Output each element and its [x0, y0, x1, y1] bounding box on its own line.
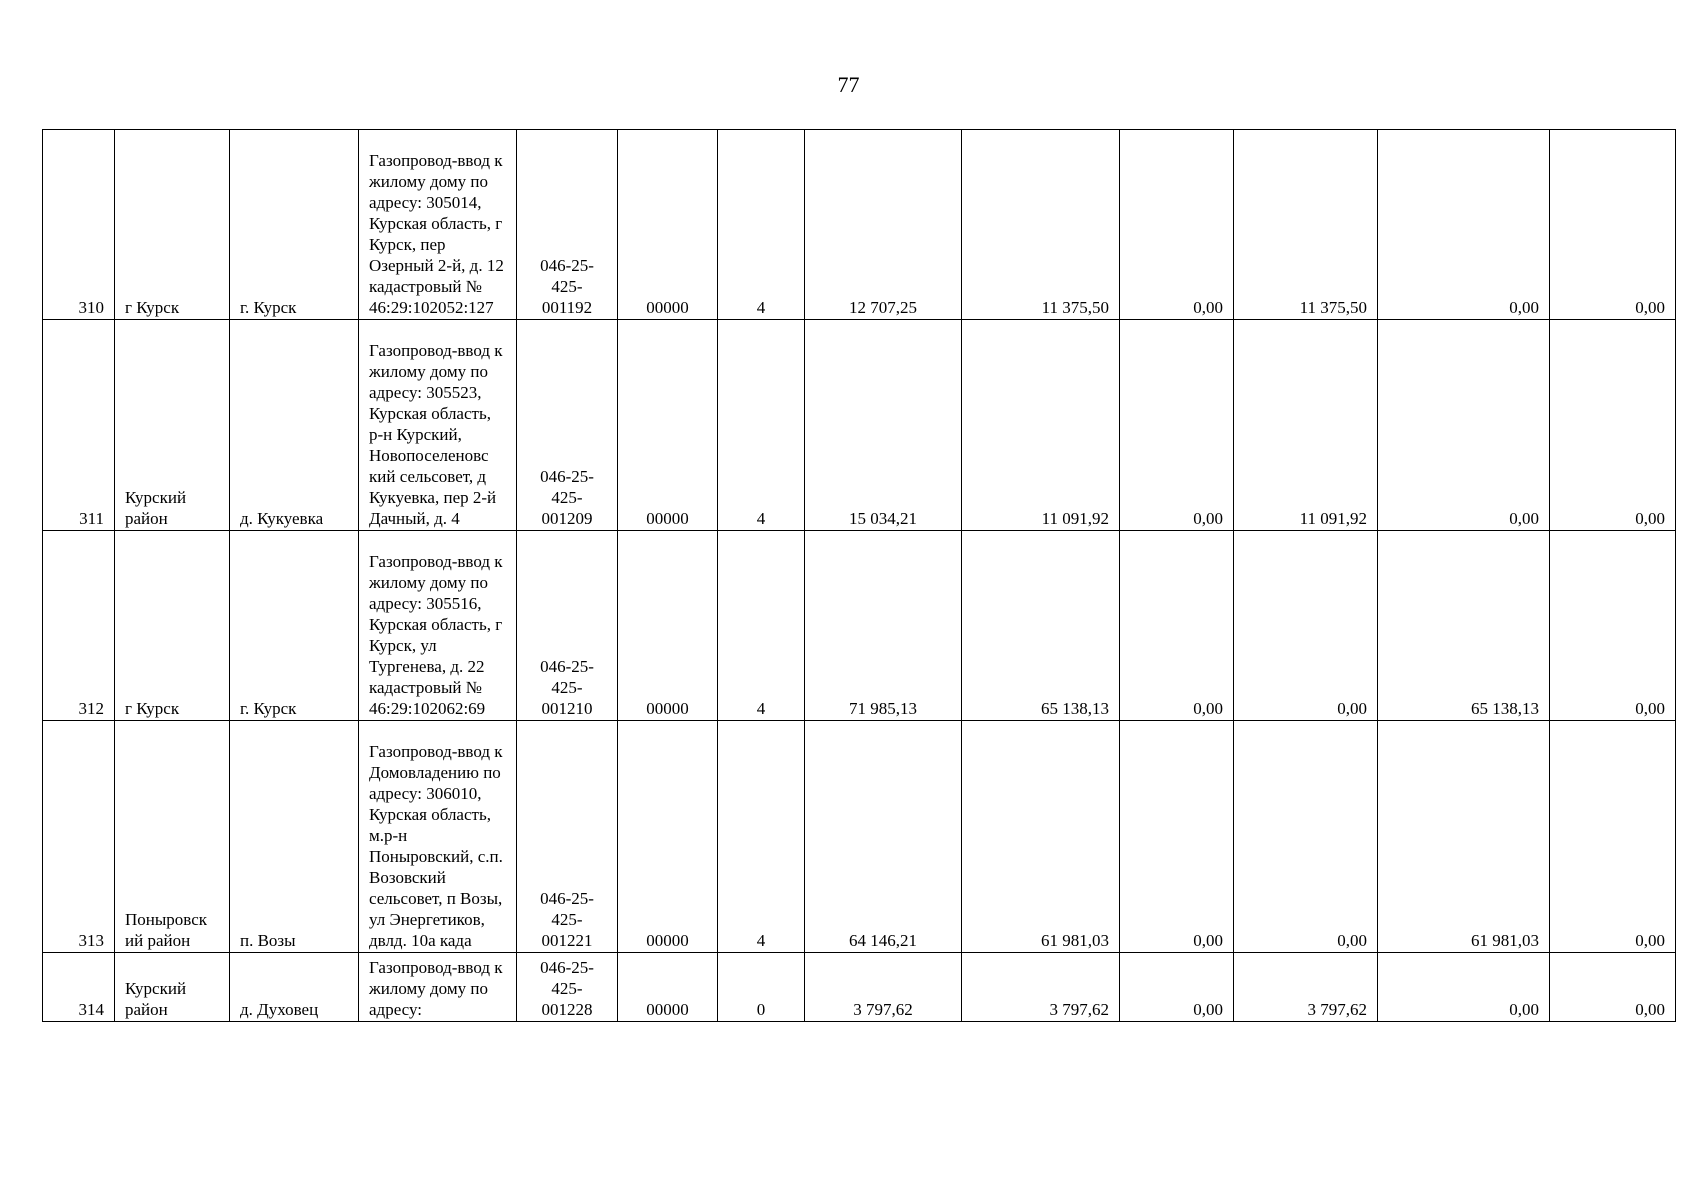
- code-part: 425-: [551, 488, 583, 507]
- value-cell-3: 0,00: [1120, 320, 1234, 531]
- value-cell-2: 61 981,03: [962, 721, 1120, 953]
- value-cell-3: 0,00: [1120, 130, 1234, 320]
- code-part: 001228: [541, 1000, 593, 1019]
- value-cell-3: 0,00: [1120, 531, 1234, 721]
- settlement-cell: п. Возы: [230, 721, 359, 953]
- code-part: 001192: [541, 298, 593, 317]
- code-part: 001221: [541, 931, 593, 950]
- value-cell-6: 0,00: [1550, 721, 1676, 953]
- row-number: 313: [43, 721, 115, 953]
- description-cell: Газопровод-ввод к Домовладению по адресу: 306010, Курская область, м.р-н Поныровский, с.п. Возовский сельсовет, п Возы, ул Энергетиков, двлд. 10а када: [359, 721, 517, 953]
- district-cell: Курский район: [115, 953, 230, 1022]
- value-cell-6: 0,00: [1550, 130, 1676, 320]
- table-row: [43, 721, 1676, 953]
- code-part: 425-: [551, 277, 583, 296]
- value-cell-1: 71 985,13: [805, 531, 962, 721]
- district-cell: г Курск: [115, 531, 230, 721]
- settlement-cell: г. Курск: [230, 531, 359, 721]
- okved-cell: 00000: [618, 953, 718, 1022]
- value-cell-2: 65 138,13: [962, 531, 1120, 721]
- okved-cell: 00000: [618, 320, 718, 531]
- value-cell-6: 0,00: [1550, 953, 1676, 1022]
- description-cell: Газопровод-ввод к жилому дому по адресу: 305523, Курская область, р-н Курский, Новопоселеновс кий сельсовет, д Кукуевка, пер 2-й Дачный, д. 4: [359, 320, 517, 531]
- category-cell: 4: [718, 531, 805, 721]
- value-cell-2: 11 091,92: [962, 320, 1120, 531]
- code-part: 046-25-: [540, 467, 594, 486]
- value-cell-1: 64 146,21: [805, 721, 962, 953]
- table-row: [43, 320, 1676, 531]
- code-part: 425-: [551, 678, 583, 697]
- code-part: 046-25-: [540, 256, 594, 275]
- value-cell-1: 15 034,21: [805, 320, 962, 531]
- settlement-cell: д. Кукуевка: [230, 320, 359, 531]
- table-row: [43, 953, 1676, 1022]
- district-cell: г Курск: [115, 130, 230, 320]
- value-cell-1: 12 707,25: [805, 130, 962, 320]
- code-part: 001210: [541, 699, 593, 718]
- code-part: 046-25-: [540, 958, 594, 977]
- row-number: 312: [43, 531, 115, 721]
- category-cell: 4: [718, 721, 805, 953]
- table-row: [43, 531, 1676, 721]
- okved-cell: 00000: [618, 721, 718, 953]
- code-part: 425-: [551, 979, 583, 998]
- value-cell-4: 3 797,62: [1234, 953, 1378, 1022]
- value-cell-3: 0,00: [1120, 721, 1234, 953]
- category-cell: 4: [718, 130, 805, 320]
- code-cell: [517, 531, 618, 721]
- settlement-cell: д. Духовец: [230, 953, 359, 1022]
- district-cell: Курский район: [115, 320, 230, 531]
- code-part: 046-25-: [540, 657, 594, 676]
- value-cell-5: 0,00: [1378, 130, 1550, 320]
- value-cell-3: 0,00: [1120, 953, 1234, 1022]
- district-cell: Поныровск ий район: [115, 721, 230, 953]
- value-cell-6: 0,00: [1550, 531, 1676, 721]
- value-cell-5: 0,00: [1378, 953, 1550, 1022]
- page-number: 77: [837, 72, 860, 97]
- code-cell: [517, 130, 618, 320]
- code-part: 425-: [551, 910, 583, 929]
- code-part: 046-25-: [540, 889, 594, 908]
- okved-cell: 00000: [618, 531, 718, 721]
- description-cell: Газопровод-ввод к жилому дому по адресу: 305516, Курская область, г Курск, ул Тургенева, д. 22 кадастровый № 46:29:102062:69: [359, 531, 517, 721]
- value-cell-4: 11 375,50: [1234, 130, 1378, 320]
- value-cell-1: 3 797,62: [805, 953, 962, 1022]
- registry-table: [42, 129, 1676, 1022]
- settlement-cell: г. Курск: [230, 130, 359, 320]
- description-cell: Газопровод-ввод к жилому дому по адресу:: [359, 953, 517, 1022]
- row-number: 311: [43, 320, 115, 531]
- value-cell-5: 0,00: [1378, 320, 1550, 531]
- value-cell-5: 65 138,13: [1378, 531, 1550, 721]
- description-cell: Газопровод-ввод к жилому дому по адресу: 305014, Курская область, г Курск, пер Озерный 2-й, д. 12 кадастровый № 46:29:102052:127: [359, 130, 517, 320]
- code-cell: [517, 721, 618, 953]
- value-cell-6: 0,00: [1550, 320, 1676, 531]
- row-number: 310: [43, 130, 115, 320]
- code-cell: [517, 953, 618, 1022]
- table-row: [43, 130, 1676, 320]
- code-cell: [517, 320, 618, 531]
- value-cell-4: 0,00: [1234, 721, 1378, 953]
- value-cell-4: 11 091,92: [1234, 320, 1378, 531]
- value-cell-5: 61 981,03: [1378, 721, 1550, 953]
- category-cell: 4: [718, 320, 805, 531]
- category-cell: 0: [718, 953, 805, 1022]
- value-cell-2: 3 797,62: [962, 953, 1120, 1022]
- row-number: 314: [43, 953, 115, 1022]
- value-cell-2: 11 375,50: [962, 130, 1120, 320]
- value-cell-4: 0,00: [1234, 531, 1378, 721]
- okved-cell: 00000: [618, 130, 718, 320]
- code-part: 001209: [541, 509, 593, 528]
